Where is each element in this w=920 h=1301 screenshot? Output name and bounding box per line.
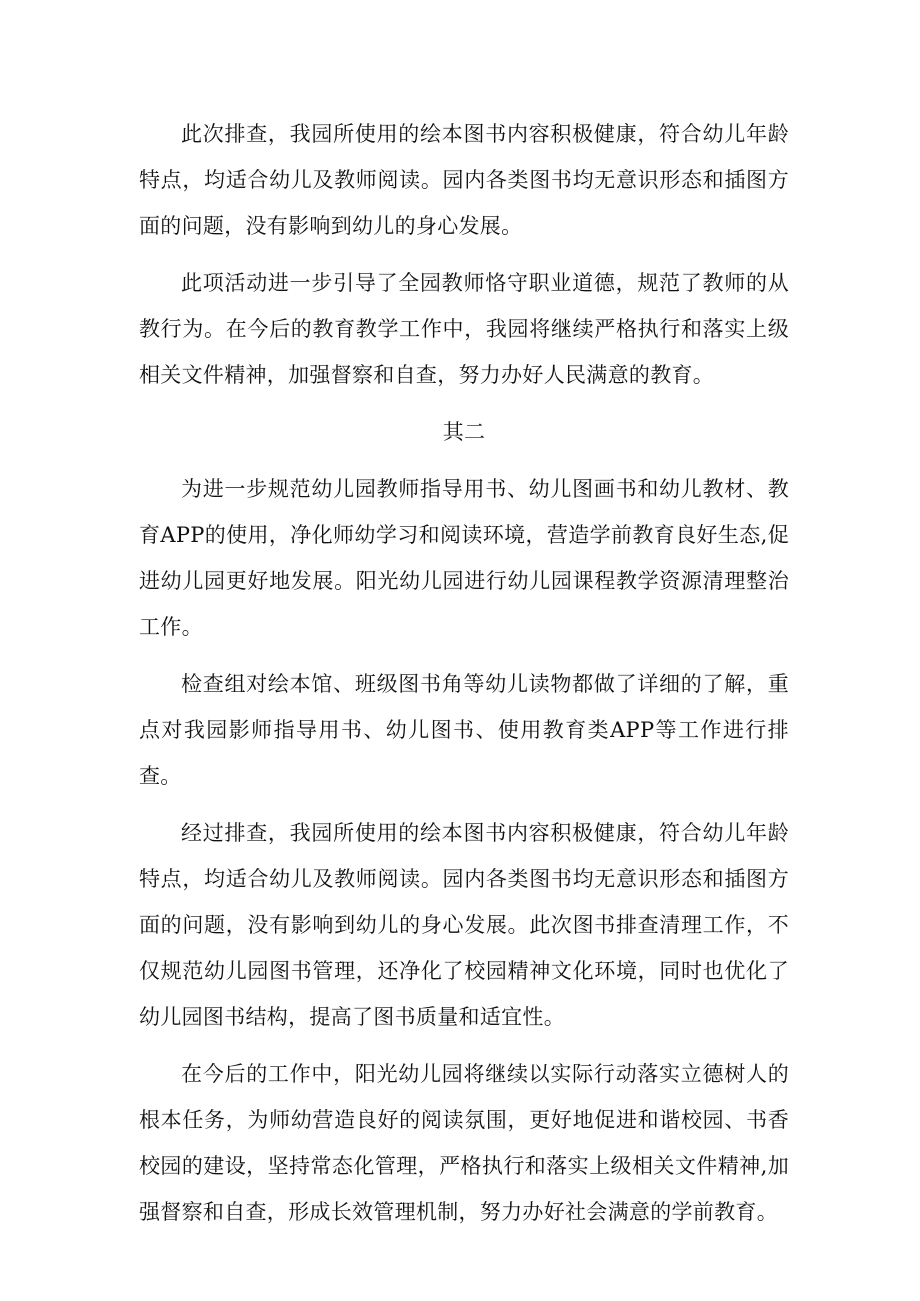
paragraph: 此次排查，我园所使用的绘本图书内容积极健康，符合幼儿年龄特点，均适合幼儿及教师阅读。园内各类图书均无意识形态和插图方面的问题，没有影响到幼儿的身心发展。 [139, 122, 789, 238]
paragraph: 在今后的工作中，阳光幼儿园将继续以实际行动落实立德树人的根本任务，为师幼营造良好的阅读氛围，更好地促进和谐校园、书香校园的建设，坚持常态化管理，严格执行和落实上级相关文件精神,加强督察和自查，形成长效管理机制，努力办好社会满意的学前教育。 [139, 1062, 789, 1224]
paragraph: 为进一步规范幼儿园教师指导用书、幼儿图画书和幼儿教材、教育APP的使用，净化师幼学习和阅读环境，营造学前教育良好生态,促进幼儿园更好地发展。阳光幼儿园进行幼儿园课程教学资源清理整治工作。 [139, 477, 789, 639]
section-heading: 其二 [442, 420, 486, 444]
paragraph: 检查组对绘本馆、班级图书角等幼儿读物都做了详细的了解，重点对我园影师指导用书、幼儿图书、使用教育类APP等工作进行排查。 [139, 672, 789, 788]
document-body [139, 111, 789, 1246]
paragraph: 此项活动进一步引导了全园教师恪守职业道德，规范了教师的从教行为。在今后的教育教学工作中，我园将继续严格执行和落实上级相关文件精神，加强督察和自查，努力办好人民满意的教育。 [139, 271, 789, 387]
paragraph: 经过排查，我园所使用的绘本图书内容积极健康，符合幼儿年龄特点，均适合幼儿及教师阅读。园内各类图书均无意识形态和插图方面的问题，没有影响到幼儿的身心发展。此次图书排查清理工作，不仅规范幼儿园图书管理，还净化了校园精神文化环境，同时也优化了幼儿园图书结构，提高了图书质量和适宜性。 [139, 821, 789, 1029]
